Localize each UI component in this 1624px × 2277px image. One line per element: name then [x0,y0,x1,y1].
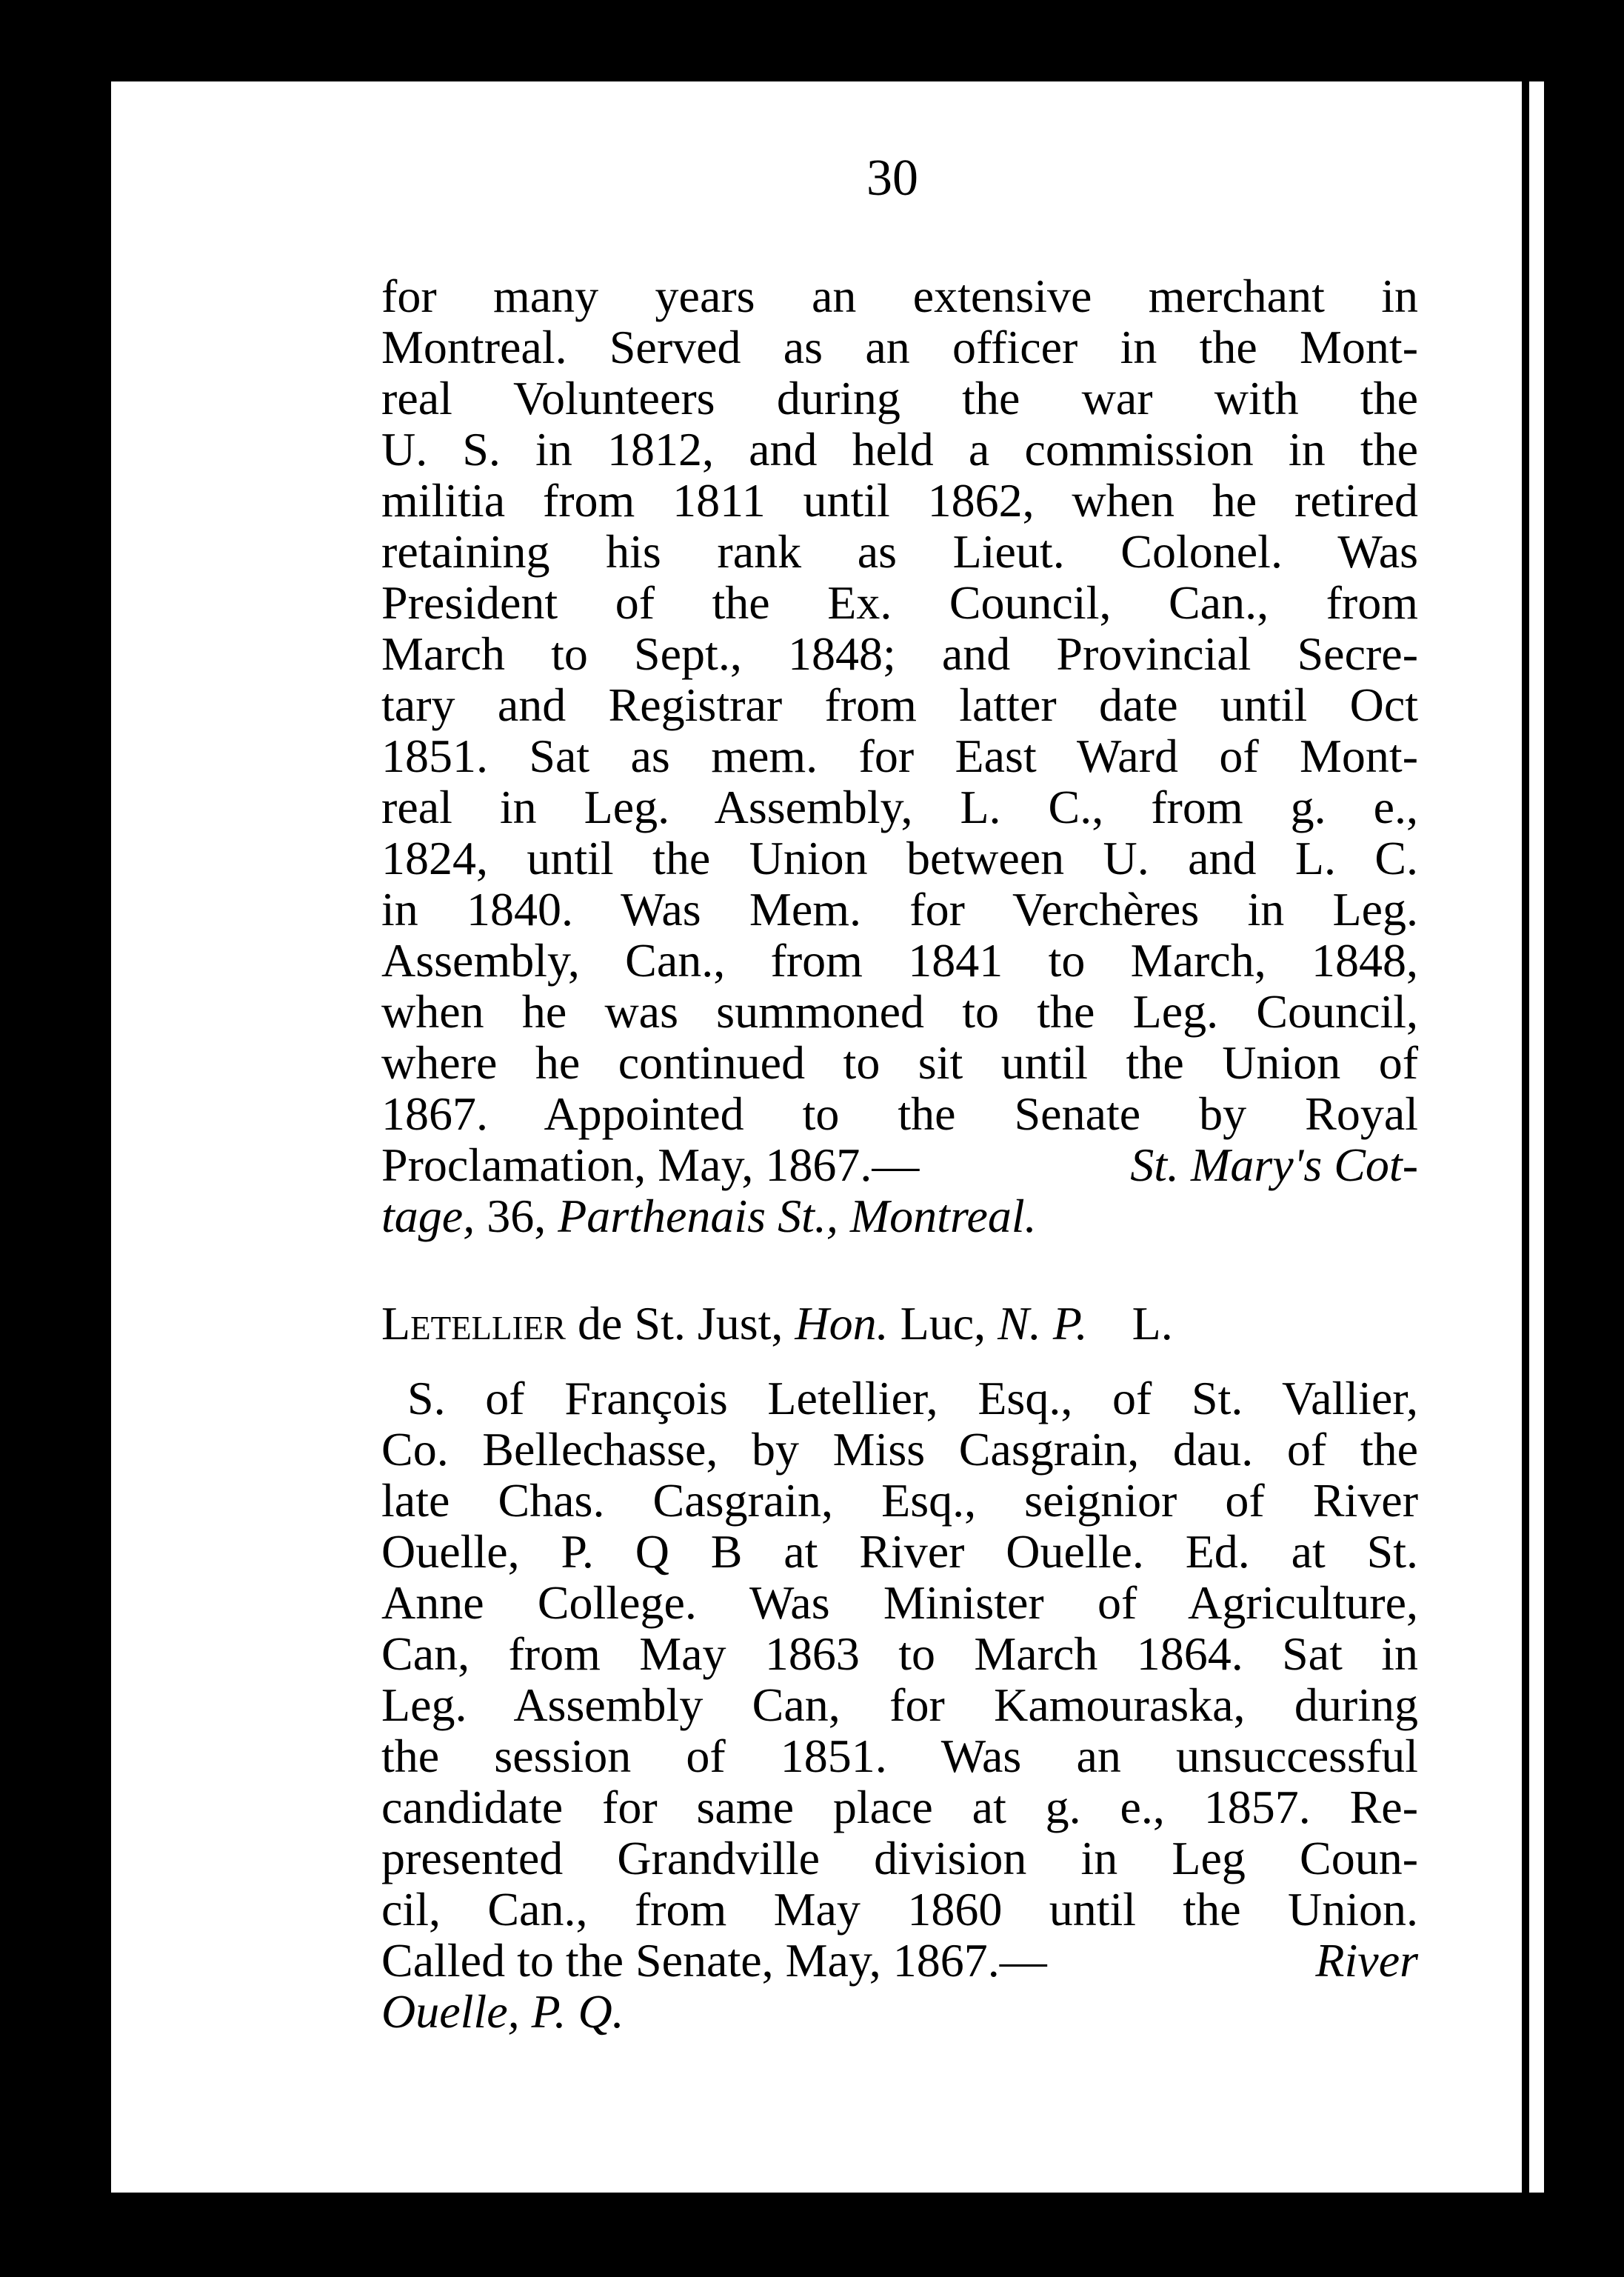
entry-surname: Letellier [381,1297,567,1350]
entry-name-rest: de St. Just, [566,1297,795,1350]
text-line: Assembly, Can., from 1841 to March, 1848, [381,934,1418,987]
text-line: tary and Registrar from latter date until Oct [381,679,1418,731]
text-line: 1824, until the Union between U. and L. C. [381,832,1418,884]
text-line: cil, Can., from May 1860 until the Union. [381,1883,1418,1936]
text-line: Co. Bellechasse, by Miss Casgrain, dau. of the [381,1423,1418,1476]
address-italic: St. Mary's Cot- [1130,1138,1418,1191]
text-segment: Called to the Senate, May, 1867.— [381,1934,1047,1987]
text-segment: Proclamation, May, 1867.— [381,1138,920,1191]
address-line: Ouelle, P. Q. [381,1985,624,2038]
text-line: retaining his rank as Lieut. Colonel. Was [381,525,1418,578]
text-line: March to Sept., 1848; and Provincial Secre- [381,627,1418,680]
address-line [381,1190,1418,1242]
text-line: Anne College. Was Minister of Agriculture, [381,1576,1418,1629]
text-line: presented Grandville division in Leg Coun- [381,1832,1418,1884]
text-line: Ouelle, P. Q B at River Ouelle. Ed. at St. [381,1525,1418,1578]
text-line: U. S. in 1812, and held a commission in the [381,423,1418,476]
address-number: 36, [475,1190,558,1242]
text-line: real in Leg. Assembly, L. C., from g. e., [381,781,1418,833]
page-number: 30 [866,150,918,207]
text-line: Montreal. Served as an officer in the Mont- [381,321,1418,373]
text-line [381,1138,1418,1191]
address-italic: tage, [381,1190,475,1242]
address-italic: River [1315,1934,1418,1987]
text-line: for many years an extensive merchant in [381,270,1418,322]
text-line [381,1934,1418,1987]
entry-given-name: Luc, [888,1297,998,1350]
entry-province: L. [1132,1297,1173,1350]
address-italic: Parthenais St., Montreal. [558,1190,1037,1242]
text-line: S. of François Letellier, Esq., of St. Vallier, [407,1372,1418,1424]
text-line: candidate for same place at g. e., 1857. Re- [381,1781,1418,1833]
text-line: real Volunteers during the war with the [381,372,1418,424]
text-line: where he continued to sit until the Union of [381,1036,1418,1089]
text-line: militia from 1811 until 1862, when he retired [381,474,1418,527]
entry-title: Hon. [795,1297,889,1350]
text-line: Can, from May 1863 to March 1864. Sat in [381,1627,1418,1680]
entry-postnominal: N. P. [998,1297,1088,1350]
text-line: 1867. Appointed to the Senate by Royal [381,1087,1418,1140]
text-line: when he was summoned to the Leg. Council, [381,985,1418,1038]
entry-heading [381,1297,1418,1350]
right-binding-edge [1522,81,1574,2193]
text-line: the session of 1851. Was an unsuccessful [381,1730,1418,1782]
text-line: 1851. Sat as mem. for East Ward of Mont- [381,730,1418,782]
text-line: late Chas. Casgrain, Esq., seignior of River [381,1474,1418,1527]
text-line: in 1840. Was Mem. for Verchères in Leg. [381,883,1418,936]
text-line: Leg. Assembly Can, for Kamouraska, during [381,1678,1418,1731]
text-line: President of the Ex. Council, Can., from [381,576,1418,629]
